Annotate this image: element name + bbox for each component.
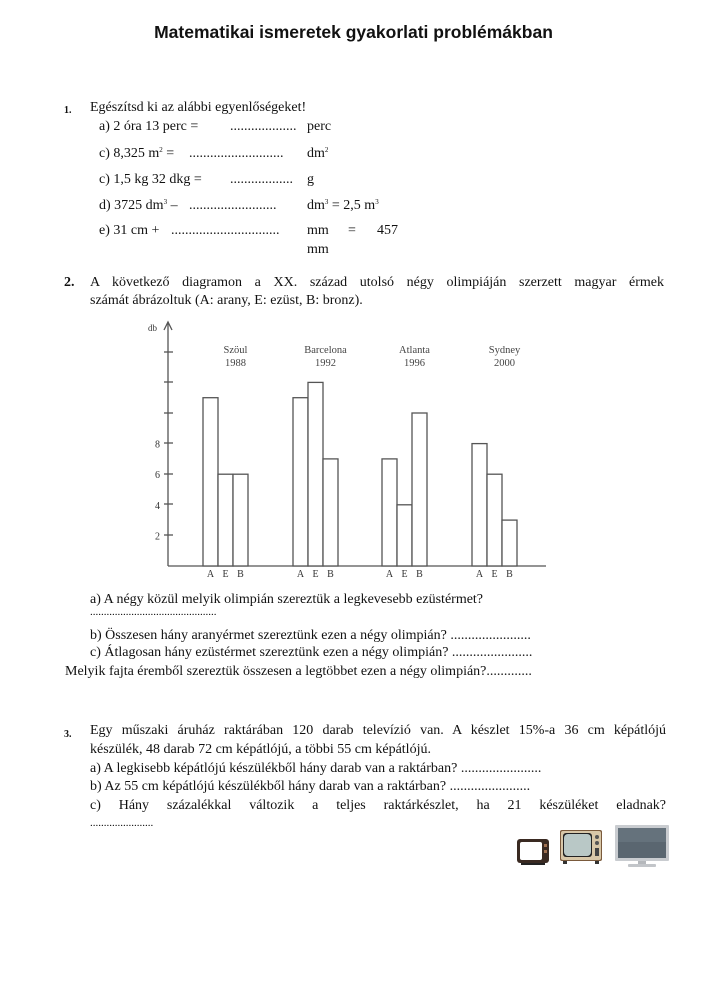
task-3-question-c-blank[interactable]: ....................... — [90, 817, 154, 829]
bar-A — [293, 398, 308, 566]
bar-label: B — [237, 569, 244, 580]
item-unit: mm — [307, 223, 329, 238]
y-tick-labels — [155, 440, 160, 543]
exponent: 3 — [324, 198, 329, 206]
question-a: a) A négy közül melyik olimpián szereztük a legkevesebb ezüstérmet? — [90, 592, 484, 607]
answer-blank[interactable]: ........................... — [189, 146, 284, 161]
item-label: a) 2 óra 13 perc = — [99, 119, 199, 134]
group-year-label: 1988 — [225, 358, 246, 369]
item-result: = 2,5 m — [328, 198, 376, 213]
group-year-label: 1996 — [404, 358, 425, 369]
item-label: c) 1,5 kg 32 dkg = — [99, 172, 202, 187]
bar-label: E — [312, 569, 319, 580]
item-equals: = — [348, 223, 356, 238]
question-b: b) Összesen hány aranyérmet szereztünk ezen a négy olimpián? ....................... — [90, 628, 531, 643]
y-axis — [164, 322, 173, 566]
bar-A — [472, 444, 487, 566]
bar-B — [233, 474, 248, 566]
group-year-label: 2000 — [494, 358, 515, 369]
bar-A — [382, 459, 397, 566]
question-c: c) Átlagosan hány ezüstérmet szereztünk ezen a négy olimpián? ....................... — [90, 645, 533, 660]
item-operator: – — [167, 198, 178, 213]
task-3-question-b: b) Az 55 cm képátlójú készülékből hány darab van a raktárban? ....................... — [90, 779, 531, 794]
bars — [203, 382, 517, 566]
answer-blank[interactable]: ......................... — [189, 198, 277, 213]
bar-B — [323, 459, 338, 566]
bar-labels — [207, 569, 513, 580]
bar-label: E — [222, 569, 229, 580]
y-tick-label: 8 — [155, 439, 160, 451]
group-city-label: Barcelona — [304, 345, 347, 356]
y-tick-label: 2 — [155, 531, 160, 543]
bar-label: A — [385, 569, 394, 580]
item-unit-line2: mm — [307, 242, 329, 257]
bar-B — [502, 520, 517, 566]
exponent: 3 — [163, 198, 168, 206]
item-operator: = — [162, 146, 175, 161]
item-label: d) 3725 dm — [99, 198, 164, 213]
question-a-blank[interactable]: .............................................. — [90, 606, 217, 618]
item-label: c) 8,325 m — [99, 146, 160, 161]
group-year-label: 1992 — [315, 358, 336, 369]
task-2-number: 2. — [64, 275, 75, 290]
group-city-label: Szöul — [223, 345, 248, 356]
item-label: e) 31 cm + — [99, 223, 160, 238]
retro-tv-icon — [559, 829, 603, 865]
bar-label: B — [327, 569, 334, 580]
item-value: 457 — [377, 223, 398, 238]
y-tick-label: 4 — [155, 500, 160, 512]
exponent: 3 — [375, 198, 379, 206]
bar-E — [218, 474, 233, 566]
y-axis-label: db — [148, 323, 157, 333]
bar-B — [412, 413, 427, 566]
item-unit: g — [307, 172, 314, 187]
group-city-label: Atlanta — [399, 345, 430, 356]
item-unit: dm — [307, 146, 325, 161]
bar-label: A — [296, 569, 305, 580]
bar-E — [397, 505, 412, 566]
item-unit: dm — [307, 198, 325, 213]
answer-blank[interactable]: ................... — [230, 119, 297, 134]
answer-blank[interactable]: ............................... — [171, 223, 280, 238]
bar-label: B — [416, 569, 423, 580]
task-3-line2: készülék, 48 darab 72 cm képátlójú, a többi 55 cm képátlójú. — [90, 742, 431, 757]
exponent: 2 — [159, 146, 163, 154]
bar-label: A — [475, 569, 484, 580]
item-unit: perc — [307, 119, 332, 134]
small-tv-icon — [516, 838, 550, 866]
answer-blank[interactable]: .................. — [230, 172, 293, 187]
task-3-question-c: c) Hány százalékkal változik a teljes raktárkészlet, ha 21 készüléket eladnak? — [90, 798, 666, 813]
task-2-intro-line1: A következő diagramon a XX. század utolsó négy olimpiáján szerzett magyar érmek — [90, 275, 664, 290]
task-3-line1: Egy műszaki áruház raktárában 120 darab televízió van. A készlet 15%-a 36 cm képátlójú — [90, 723, 666, 738]
page-title: Matematikai ismeretek gyakorlati problémákban — [154, 22, 553, 42]
flat-tv-icon — [614, 824, 670, 868]
bar-A — [203, 398, 218, 566]
task-1-number: 1. — [64, 105, 72, 116]
group-city-label: Sydney — [488, 345, 521, 356]
bar-label: E — [401, 569, 408, 580]
y-tick-label: 6 — [155, 470, 160, 482]
bar-E — [487, 474, 502, 566]
bar-label: E — [491, 569, 498, 580]
bar-label: B — [506, 569, 513, 580]
bar-label: A — [206, 569, 215, 580]
question-d: Melyik fajta éremből szereztük összesen a legtöbbet ezen a négy olimpián?............. — [65, 664, 532, 679]
group-labels — [224, 345, 521, 369]
task-3-question-a: a) A legkisebb képátlójú készülékből hány darab van a raktárban? ....................... — [90, 761, 542, 776]
task-2-intro-line2: számát ábrázoltuk (A: arany, E: ezüst, B: bronz). — [90, 293, 363, 308]
task-1-instruction: Egészítsd ki az alábbi egyenlőségeket! — [90, 100, 307, 115]
bar-E — [308, 382, 323, 566]
exponent: 2 — [324, 146, 329, 154]
task-3-number: 3. — [64, 729, 72, 740]
